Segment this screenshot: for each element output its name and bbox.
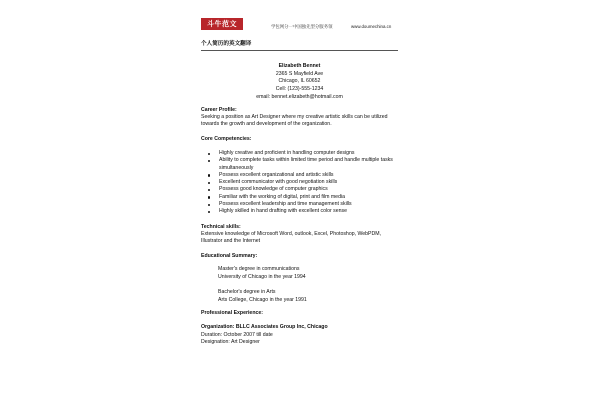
competency-item bbox=[208, 172, 408, 179]
experience-heading: Professional Experience: bbox=[201, 310, 263, 316]
career-profile-line: towards the growth and development of the organization. bbox=[201, 121, 332, 128]
document-title: 个人简历的英文翻译 bbox=[201, 41, 252, 47]
competency-line: Highly skilled in hand drafting with excellent color sense bbox=[219, 208, 348, 215]
technical-skills-heading: Technical skills: bbox=[201, 224, 241, 230]
bullet-icon bbox=[208, 153, 210, 155]
competency-line: Possess excellent leadership and time management skills bbox=[219, 201, 352, 208]
competency-line: Familiar with the working of digital, print and film media bbox=[219, 193, 345, 200]
competency-text bbox=[219, 186, 408, 193]
header-divider bbox=[201, 50, 398, 51]
bullet-icon bbox=[208, 160, 210, 162]
technical-skills-text bbox=[201, 231, 406, 246]
education-school: Arts College, Chicago in the year 1991 bbox=[218, 296, 307, 303]
bullet-icon bbox=[208, 189, 210, 191]
site-logo[interactable] bbox=[201, 18, 243, 30]
education-masters bbox=[218, 266, 306, 281]
bullet-icon bbox=[208, 196, 210, 198]
competency-line: Possess good knowledge of computer graphics bbox=[219, 186, 328, 193]
career-profile-line: Seeking a position as Art Designer where my creative artistic skills can be utilized bbox=[201, 114, 388, 120]
technical-skills-line: Extensive knowledge of Microsoft Word, outlook, Excel, Photoshop, WebPDM, bbox=[201, 231, 382, 237]
competency-line: Possess excellent organizational and artistic skills bbox=[219, 171, 334, 178]
site-slogan: 学包网分一中国独先型分服务领 bbox=[271, 24, 333, 29]
competency-text bbox=[219, 157, 408, 172]
education-bachelors bbox=[218, 289, 307, 304]
competency-item bbox=[208, 208, 408, 215]
competency-text bbox=[219, 208, 408, 215]
experience-duration: Duration: October 2007 till date bbox=[201, 331, 273, 338]
contact-city: Chicago, IL 60652 bbox=[278, 78, 321, 85]
competency-item bbox=[208, 179, 408, 186]
experience-entry bbox=[201, 324, 328, 347]
bullet-icon bbox=[208, 211, 210, 213]
education-degree: Bachelor's degree in Arts bbox=[218, 289, 276, 295]
contact-email: email: bennet.elizabeth@hotmail.com bbox=[256, 93, 343, 100]
site-logo-text: 斗牛范文 bbox=[207, 21, 237, 28]
core-competencies-heading: Core Competencies: bbox=[201, 136, 252, 142]
competency-text bbox=[219, 194, 408, 201]
competency-text bbox=[219, 172, 408, 179]
competency-item bbox=[208, 186, 408, 193]
contact-phone: Cell: (123)-555-1234 bbox=[275, 86, 324, 93]
competency-item bbox=[208, 201, 408, 208]
competency-text bbox=[219, 201, 408, 208]
technical-skills-line: Illustrator and the Internet bbox=[201, 238, 261, 245]
career-profile-heading: Career Profile: bbox=[201, 107, 237, 113]
bullet-icon bbox=[208, 174, 210, 176]
competency-text bbox=[219, 150, 408, 157]
education-degree: Master's degree in communications bbox=[218, 266, 300, 272]
competency-item bbox=[208, 150, 408, 157]
bullet-icon bbox=[208, 182, 210, 184]
bullet-icon bbox=[208, 204, 210, 206]
contact-name: Elizabeth Bennet bbox=[278, 63, 321, 69]
competency-item bbox=[208, 194, 408, 201]
core-competencies-list bbox=[208, 150, 408, 216]
competency-line: Highly creative and proficient in handling computer designs bbox=[219, 150, 355, 156]
competency-line: Excellent communicator with good negotiation skills bbox=[219, 179, 338, 186]
education-heading: Educational Summary: bbox=[201, 253, 258, 259]
competency-item bbox=[208, 157, 408, 172]
competency-line: Ability to complete tasks within limited time period and handle multiple tasks bbox=[219, 157, 393, 164]
education-school: University of Chicago in the year 1994 bbox=[218, 273, 306, 280]
competency-line: simultaneously bbox=[219, 164, 254, 171]
contact-street: 2365 S Mayfield Ave bbox=[275, 70, 324, 77]
experience-organization: Organization: BLLC Associates Group Inc, Chicago bbox=[201, 324, 328, 330]
career-profile-text bbox=[201, 114, 406, 129]
contact-block bbox=[201, 63, 398, 102]
competency-text bbox=[219, 179, 408, 186]
site-url[interactable]: www.doumechina.cn bbox=[351, 24, 392, 29]
experience-designation: Designation: Art Designer bbox=[201, 339, 260, 346]
